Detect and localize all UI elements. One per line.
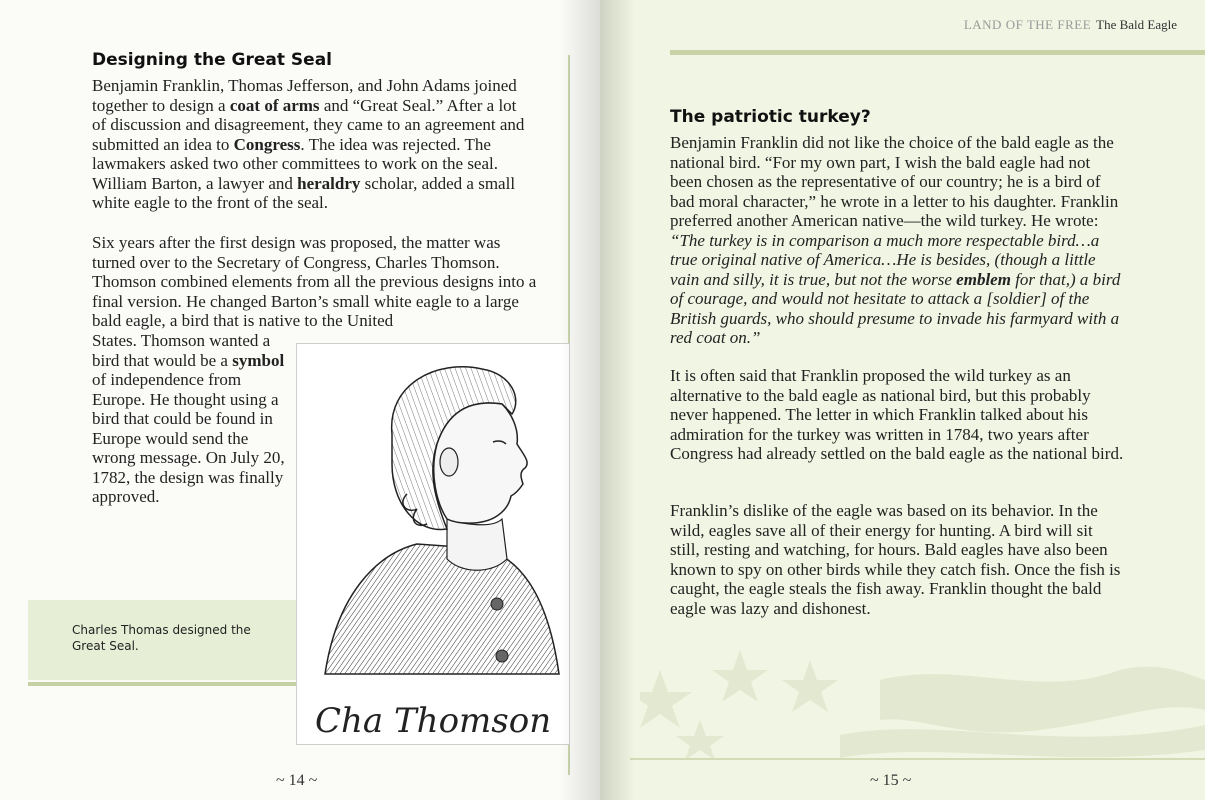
text-run: States. Thomson wanted a bird that would be a xyxy=(92,331,271,370)
text-run: “The turkey is in comparison a much more respectable bird…a true original native of America…He is besides, (though a little vain and silly, it is true, but not the worse xyxy=(670,230,1100,289)
right-page-number: ~ 15 ~ xyxy=(870,772,912,789)
text-run: coat of arms xyxy=(229,95,320,115)
right-page-heading: The patriotic turkey? xyxy=(670,107,871,127)
left-page xyxy=(0,0,600,800)
left-paragraph-3 xyxy=(92,331,287,507)
right-paragraph-2: It is often said that Franklin proposed the wild turkey as an alternative to the bald eagle as national bird, but this probably never happened. The letter in which Franklin talked about his admiration for the turkey was written in 1784, two years after Congress had already settled on the bald eagle as the national bird. xyxy=(670,366,1124,463)
portrait-signature: Cha Thomson xyxy=(315,701,552,741)
text-run: Benjamin Franklin, Thomas Jefferson, and John Adams joined together to design a xyxy=(92,76,517,115)
right-paragraph-3: Franklin’s dislike of the eagle was based on its behavior. In the wild, eagles save all of their energy for hunting. A bird will sit still, resting and watching, for hours. Bald eagles have also been known to spy on other birds while they catch fish. Once the fish is caught, the eagle steals the fish away. Franklin thought the bald eagle was lazy and dishonest. xyxy=(670,501,1121,618)
text-run: . The idea was rejected. The lawmakers asked two other committees to work on the seal. William Barton, a lawyer and xyxy=(92,134,498,193)
text-run: emblem xyxy=(956,269,1011,289)
portrait-caption: Charles Thomas designed the Great Seal. xyxy=(72,623,251,653)
text-run: and “Great Seal.” After a lot of discussion and disagreement, they came to an agreement and submitted an idea to xyxy=(92,95,525,154)
right-page xyxy=(600,0,1205,800)
gutter-shadow-left xyxy=(560,0,600,800)
portrait-image xyxy=(296,343,570,745)
left-paragraph-2: Six years after the first design was proposed, the matter was turned over to the Secretary of Congress, Charles Thomson. Thomson combined elements from all the previous designs into a final version. He changed Barton’s small white eagle to a large bald eagle, a bird that is native to the United xyxy=(92,233,537,330)
running-header-section: LAND OF THE FREE xyxy=(963,17,1092,32)
gutter-shadow-right xyxy=(600,0,635,800)
engraved-portrait-icon xyxy=(297,344,569,744)
left-page-number: ~ 14 ~ xyxy=(276,772,318,789)
text-run: of independence from Europe. He thought using a bird that could be found in Europe would send the wrong message. On July 20, 1782, the design was finally approved. xyxy=(92,370,285,506)
header-rule xyxy=(670,50,1205,55)
running-header-title: The Bald Eagle xyxy=(1096,17,1177,32)
left-page-heading: Designing the Great Seal xyxy=(92,50,333,70)
text-run: symbol xyxy=(232,350,285,370)
left-paragraph-1 xyxy=(92,76,532,213)
footer-rule xyxy=(630,758,1205,760)
text-run: Benjamin Franklin did not like the choice of the bald eagle as the national bird. “For my own part, I wish the bald eagle had not been chosen as the representative of our country; he is a bird of bad moral character,” he wrote in a letter to his daughter. Franklin preferred another American native—the wild turkey. He wrote: xyxy=(670,133,1119,230)
caption-rule xyxy=(28,682,298,686)
text-run: Congress xyxy=(233,134,301,154)
text-run: scholar, added a small white eagle to the front of the seal. xyxy=(92,173,516,212)
right-paragraph-1 xyxy=(670,133,1125,348)
running-header xyxy=(964,17,1177,33)
text-run: for that,) a bird of courage, and would not hesitate to attack a [soldier] of the British guards, who should presume to invade his farmyard with a red coat on.” xyxy=(670,269,1121,347)
text-run: heraldry xyxy=(297,173,361,193)
flag-stars-watermark-icon xyxy=(640,640,1205,760)
